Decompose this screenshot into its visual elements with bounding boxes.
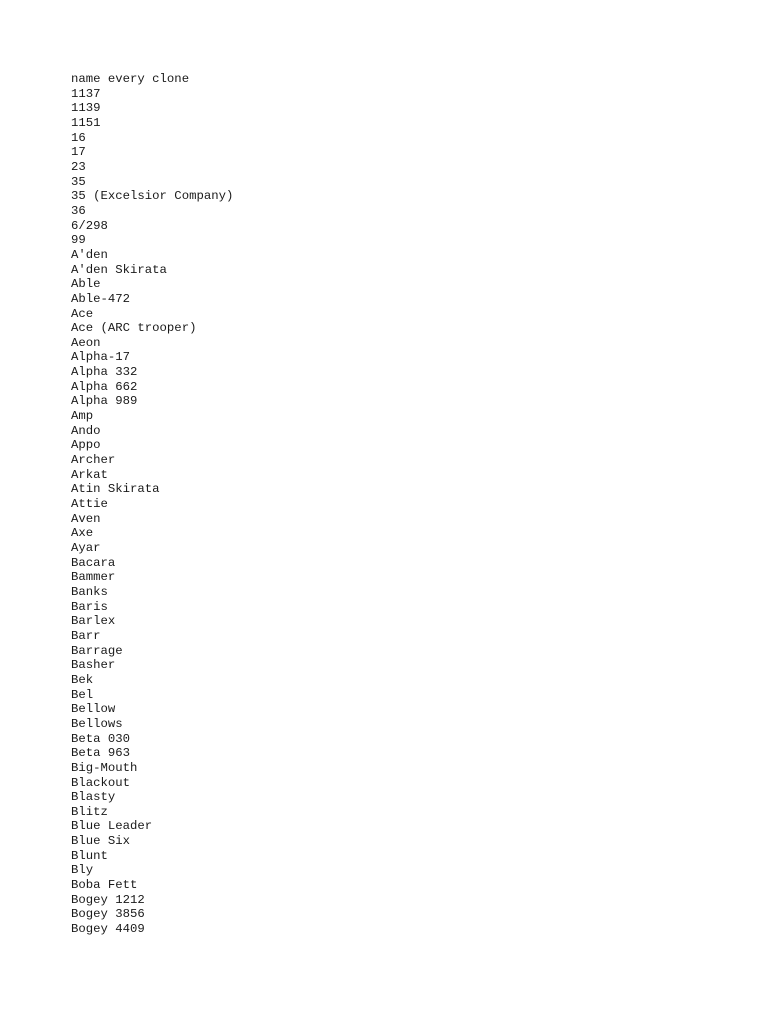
list-item: Axe (71, 526, 94, 541)
list-item: Barr (71, 628, 101, 643)
list-item: Baris (71, 599, 108, 614)
list-item: Ando (71, 423, 101, 438)
list-item: Blackout (71, 775, 131, 790)
list-item: 1139 (71, 101, 101, 116)
list-item: Blue Six (71, 834, 131, 849)
list-item: Arkat (71, 467, 108, 482)
list-item: 1137 (71, 86, 101, 101)
list-item: Aeon (71, 335, 101, 350)
list-item: Beta 030 (71, 731, 131, 746)
list-item: Appo (71, 438, 101, 453)
list-item: 36 (71, 203, 86, 218)
list-item: Bacara (71, 555, 116, 570)
list-item: Bogey 1212 (71, 892, 145, 907)
document-page (71, 72, 751, 937)
list-item: Blue Leader (71, 819, 153, 834)
list-item: Attie (71, 497, 108, 512)
list-item: Bammer (71, 570, 116, 585)
list-item: Alpha 332 (71, 365, 138, 380)
list-item: Blasty (71, 790, 116, 805)
list-item: Beta 963 (71, 746, 131, 761)
list-item: Ayar (71, 541, 101, 555)
list-item: Boba Fett (71, 878, 138, 893)
list-item: Aven (71, 511, 101, 526)
document-heading: name every clone (71, 72, 190, 86)
list-item: Able-472 (71, 291, 131, 306)
clone-name-list (71, 87, 751, 937)
list-item: Atin Skirata (71, 482, 160, 497)
list-item: Bel (71, 687, 94, 702)
list-item: Alpha-17 (71, 350, 131, 365)
list-item: Banks (71, 584, 108, 599)
list-item: Ace (ARC trooper) (71, 321, 197, 336)
list-item: Barlex (71, 614, 116, 629)
list-item: Alpha 662 (71, 379, 138, 394)
list-item: Amp (71, 409, 94, 424)
list-item: 35 (71, 174, 86, 189)
list-item: Basher (71, 658, 116, 673)
list-item: Archer (71, 453, 116, 468)
list-item: Able (71, 277, 101, 292)
list-item: Bogey 3856 (71, 907, 145, 922)
list-item: Big-Mouth (71, 760, 138, 775)
list-item: Bly (71, 863, 94, 878)
list-item: 23 (71, 159, 86, 174)
list-item: A'den (71, 247, 108, 262)
list-item: Alpha 989 (71, 394, 138, 409)
list-item: 6/298 (71, 218, 108, 233)
list-item: Bogey 4409 (71, 922, 145, 937)
list-item: 99 (71, 233, 86, 248)
list-item: Bek (71, 672, 94, 687)
list-item: Blunt (71, 848, 108, 863)
list-item: 17 (71, 145, 86, 160)
list-item: 16 (71, 130, 86, 145)
list-item: Bellow (71, 702, 116, 717)
list-item: 1151 (71, 115, 101, 130)
list-item: Barrage (71, 643, 123, 658)
list-item: Blitz (71, 804, 108, 819)
list-item: 35 (Excelsior Company) (71, 189, 234, 204)
list-item: Ace (71, 306, 94, 321)
list-item: Bellows (71, 716, 123, 731)
list-item: A'den Skirata (71, 262, 167, 277)
